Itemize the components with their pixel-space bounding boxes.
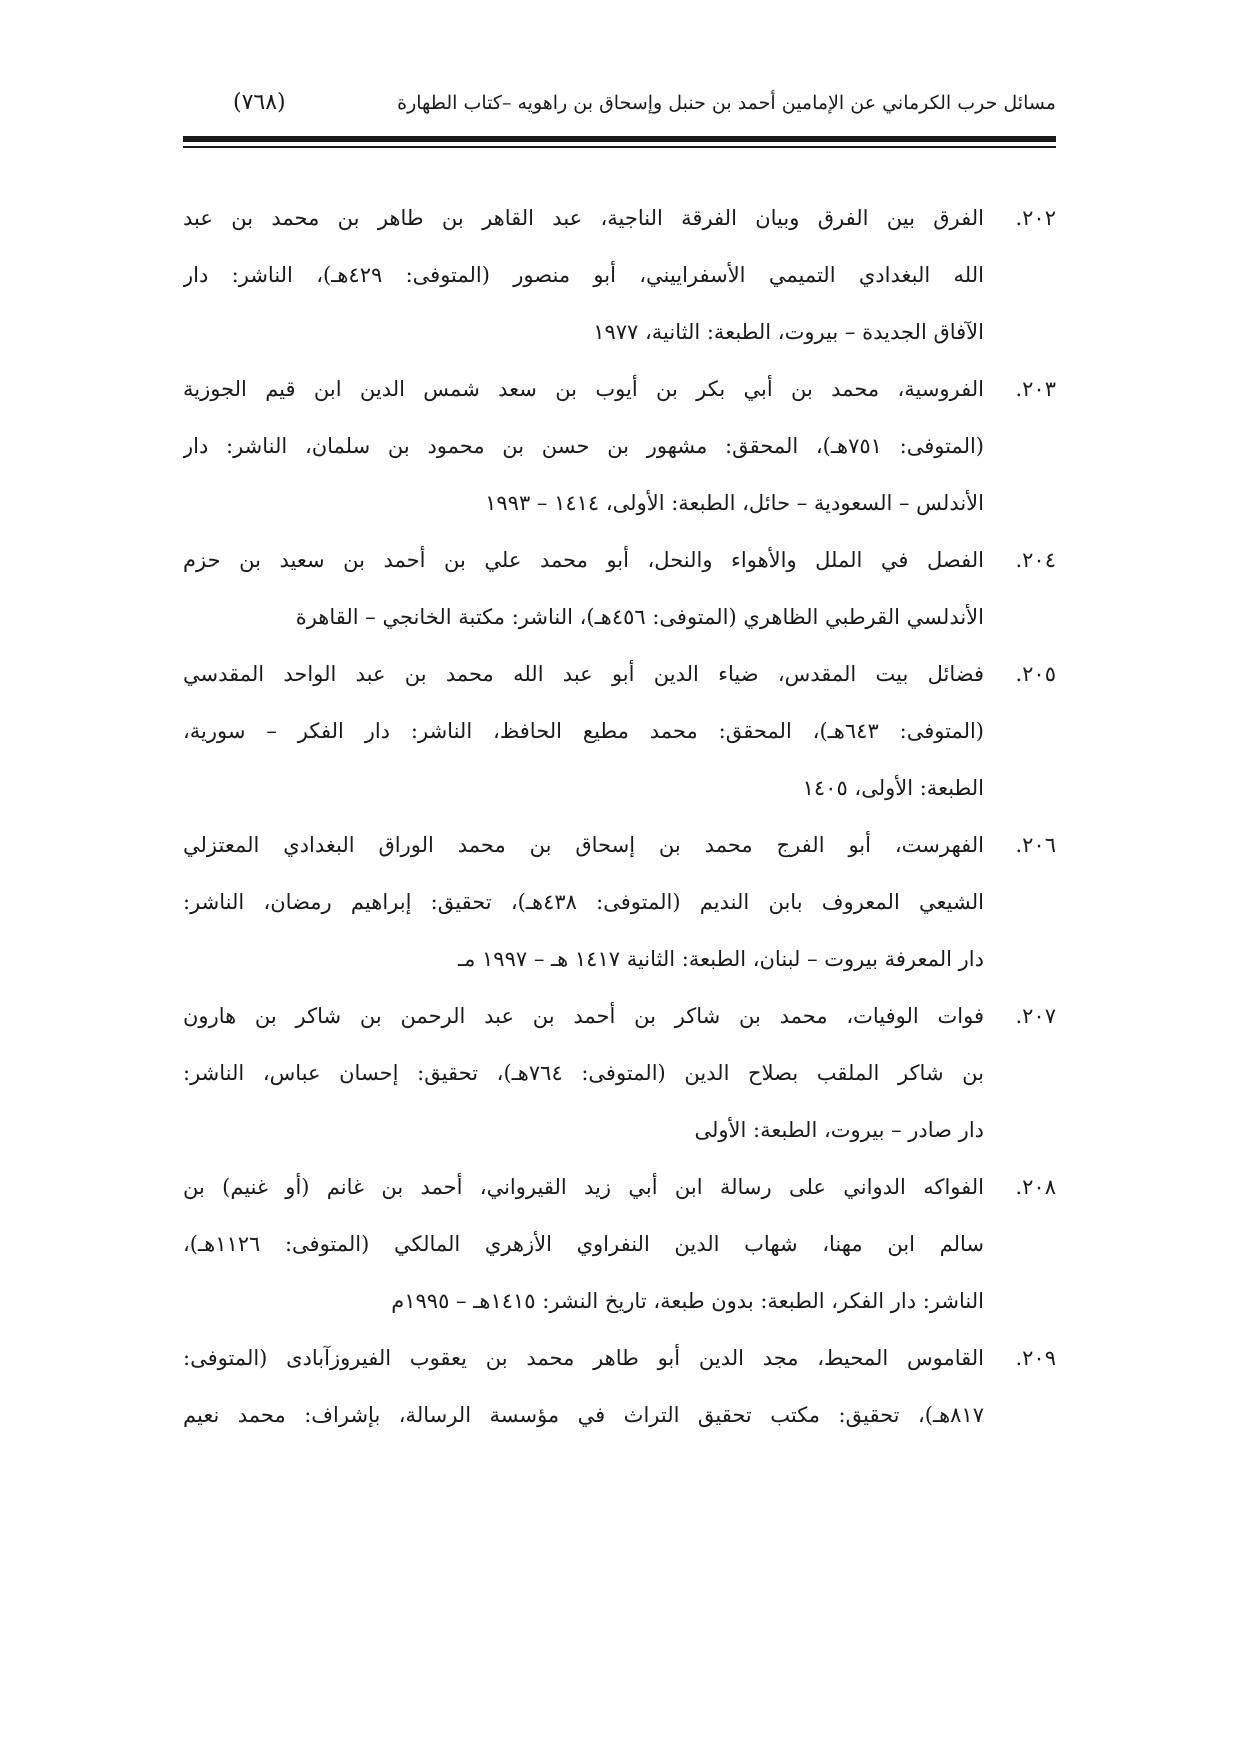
running-head-title: مسائل حرب الكرماني عن الإمامين أحمد بن حنبل وإسحاق بن راهويه –كتاب الطهارة bbox=[397, 92, 1056, 114]
entry-line: الفواكه الدواني على رسالة ابن أبي زيد القيرواني، أحمد بن غانم (أو غنيم) بن bbox=[183, 1175, 984, 1199]
entry-line: الفهرست، أبو الفرج محمد بن إسحاق بن محمد الوراق البغدادي المعتزلي bbox=[183, 833, 984, 857]
entry-line: الأندلسي القرطبي الظاهري (المتوفى: ٤٥٦هـ)، الناشر: مكتبة الخانجي – القاهرة bbox=[295, 605, 984, 629]
entry-line: الأندلس – السعودية – حائل، الطبعة: الأولى، ١٤١٤ – ١٩٩٣ bbox=[485, 491, 984, 515]
entry-line: بن شاكر الملقب بصلاح الدين (المتوفى: ٧٦٤هـ)، تحقيق: إحسان عباس، الناشر: bbox=[183, 1061, 984, 1085]
entry-line: (المتوفى: ٧٥١هـ)، المحقق: مشهور بن حسن بن محمود بن سلمان، الناشر: دار bbox=[183, 434, 984, 458]
entry-number: ٢٠٤. bbox=[1015, 548, 1056, 572]
entry-line: سالم ابن مهنا، شهاب الدين النفراوي الأزهري المالكي (المتوفى: ١١٢٦هـ)، bbox=[183, 1232, 984, 1256]
entry-number: ٢٠٣. bbox=[1015, 377, 1056, 401]
entry-line: دار صادر – بيروت، الطبعة: الأولى bbox=[694, 1118, 984, 1142]
entry-number: ٢٠٢. bbox=[1015, 206, 1056, 230]
entry-line: الطبعة: الأولى، ١٤٠٥ bbox=[802, 776, 984, 800]
entry-line: القاموس المحيط، مجد الدين أبو طاهر محمد بن يعقوب الفيروزآبادى (المتوفى: bbox=[183, 1346, 984, 1370]
entry-line: دار المعرفة بيروت – لبنان، الطبعة: الثانية ١٤١٧ هـ – ١٩٩٧ مـ bbox=[457, 947, 984, 971]
bibliography-entry-202 bbox=[183, 190, 1056, 361]
header-rule-thick bbox=[183, 136, 1056, 142]
entry-line: ٨١٧هـ)، تحقيق: مكتب تحقيق التراث في مؤسسة الرسالة، بإشراف: محمد نعيم bbox=[183, 1403, 984, 1427]
entry-number: ٢٠٩. bbox=[1015, 1346, 1056, 1370]
entry-line: الفرق بين الفرق وبيان الفرقة الناجية، عبد القاهر بن طاهر بن محمد بن عبد bbox=[183, 206, 984, 230]
entry-number: ٢٠٨. bbox=[1015, 1175, 1056, 1199]
bibliography-list bbox=[183, 190, 1056, 1444]
entry-line: الشيعي المعروف بابن النديم (المتوفى: ٤٣٨هـ)، تحقيق: إبراهيم رمضان، الناشر: bbox=[183, 890, 984, 914]
bibliography-entry-206 bbox=[183, 817, 1056, 988]
page-header bbox=[183, 88, 1056, 128]
entry-number: ٢٠٧. bbox=[1015, 1004, 1056, 1028]
entry-line: فضائل بيت المقدس، ضياء الدين أبو عبد الله محمد بن عبد الواحد المقدسي bbox=[183, 662, 984, 686]
entry-line: (المتوفى: ٦٤٣هـ)، المحقق: محمد مطيع الحافظ، الناشر: دار الفكر – سورية، bbox=[183, 719, 984, 743]
entry-line: الناشر: دار الفكر، الطبعة: بدون طبعة، تاريخ النشر: ١٤١٥هـ – ١٩٩٥م bbox=[391, 1289, 984, 1313]
entry-number: ٢٠٥. bbox=[1015, 662, 1056, 686]
entry-line: الله البغدادي التميمي الأسفراييني، أبو منصور (المتوفى: ٤٢٩هـ)، الناشر: دار bbox=[183, 263, 984, 287]
entry-line: الآفاق الجديدة – بيروت، الطبعة: الثانية، ١٩٧٧ bbox=[593, 320, 984, 344]
bibliography-entry-204 bbox=[183, 532, 1056, 646]
page-number: (٧٦٨) bbox=[233, 90, 286, 115]
entry-number: ٢٠٦. bbox=[1015, 833, 1056, 857]
entry-line: الفروسية، محمد بن أبي بكر بن أيوب بن سعد شمس الدين ابن قيم الجوزية bbox=[183, 377, 984, 401]
bibliography-entry-205 bbox=[183, 646, 1056, 817]
entry-line: الفصل في الملل والأهواء والنحل، أبو محمد علي بن أحمد بن سعيد بن حزم bbox=[183, 548, 984, 572]
header-rule-thin bbox=[183, 146, 1056, 148]
bibliography-entry-209 bbox=[183, 1330, 1056, 1444]
bibliography-entry-208 bbox=[183, 1159, 1056, 1330]
bibliography-entry-207 bbox=[183, 988, 1056, 1159]
bibliography-entry-203 bbox=[183, 361, 1056, 532]
entry-line: فوات الوفيات، محمد بن شاكر بن أحمد بن عبد الرحمن بن شاكر بن هارون bbox=[183, 1004, 984, 1028]
